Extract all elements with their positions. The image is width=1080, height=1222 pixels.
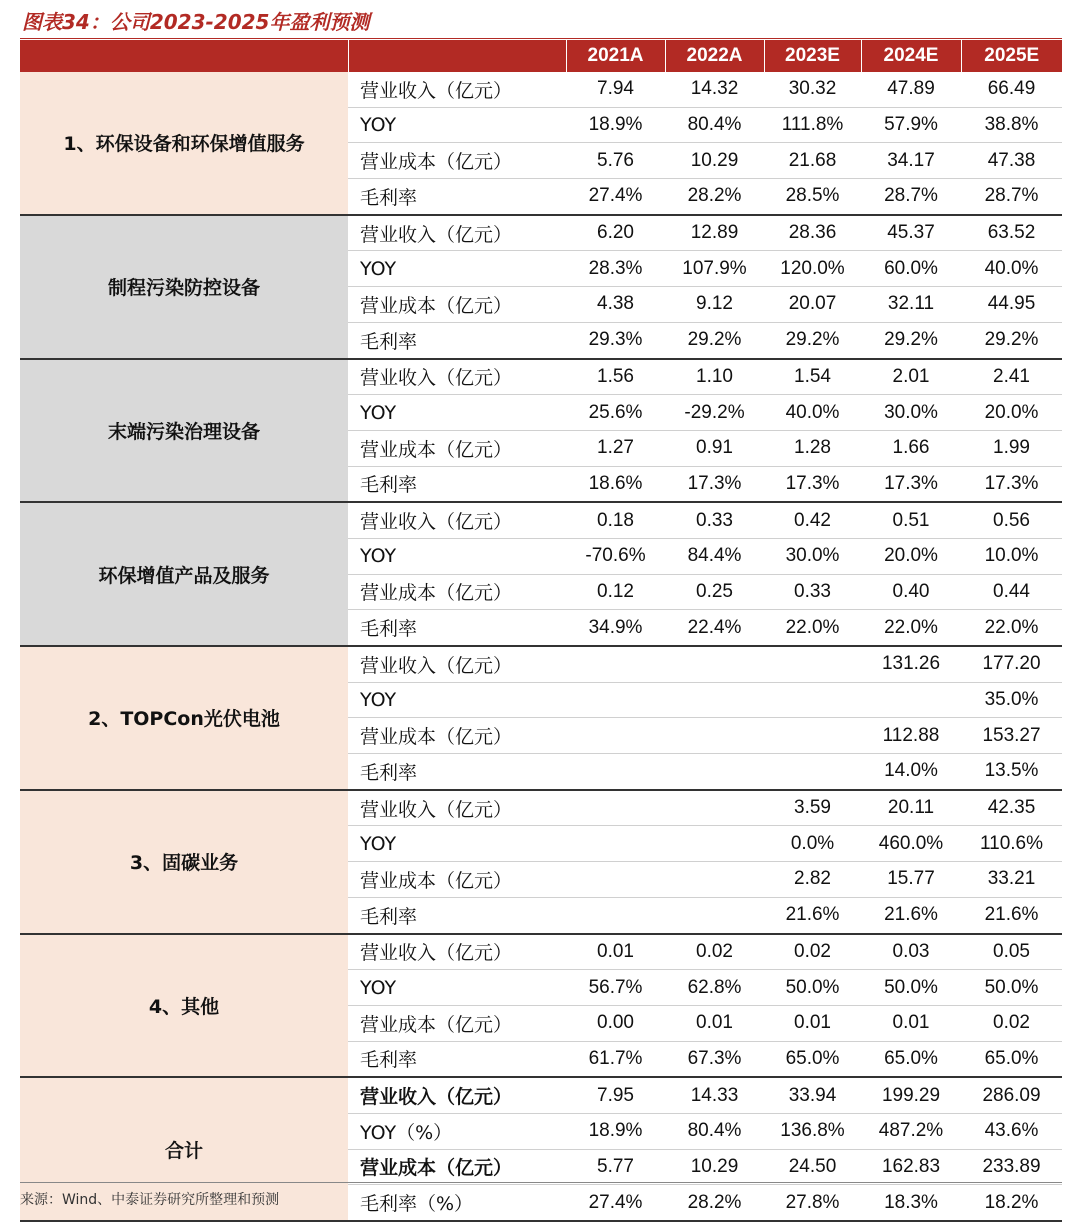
value-cell: 6.20	[566, 215, 665, 251]
value-cell: 27.4%	[566, 1185, 665, 1221]
value-cell: 0.03	[861, 934, 961, 970]
value-cell: 120.0%	[764, 251, 861, 287]
value-cell: 34.9%	[566, 610, 665, 646]
value-cell: 47.89	[861, 72, 961, 107]
metric-label: 营业收入（亿元）	[348, 934, 566, 970]
value-cell: 0.42	[764, 502, 861, 538]
value-cell: 65.0%	[861, 1041, 961, 1077]
value-cell: 12.89	[665, 215, 764, 251]
value-cell	[566, 718, 665, 754]
value-cell: 2.82	[764, 862, 861, 898]
metric-label: 营业收入（亿元）	[348, 72, 566, 107]
value-cell	[764, 646, 861, 682]
value-cell: 17.3%	[961, 466, 1062, 502]
segment-label: 末端污染治理设备	[20, 359, 348, 503]
table-row	[20, 215, 1062, 251]
value-cell: 1.10	[665, 359, 764, 395]
metric-label: 营业成本（亿元）	[348, 287, 566, 323]
value-cell: 21.6%	[861, 897, 961, 933]
value-cell: 10.0%	[961, 538, 1062, 574]
value-cell: 32.11	[861, 287, 961, 323]
value-cell: 17.3%	[861, 466, 961, 502]
metric-label: YOY	[348, 970, 566, 1006]
value-cell: 22.0%	[861, 610, 961, 646]
value-cell: 3.59	[764, 790, 861, 826]
metric-label: 毛利率	[348, 179, 566, 215]
value-cell: 9.12	[665, 287, 764, 323]
value-cell: 18.2%	[961, 1185, 1062, 1221]
header-metric-blank	[348, 40, 566, 72]
value-cell: 0.51	[861, 502, 961, 538]
value-cell: 1.99	[961, 430, 1062, 466]
metric-label: YOY	[348, 251, 566, 287]
value-cell: 45.37	[861, 215, 961, 251]
segment-label: 4、其他	[20, 934, 348, 1078]
value-cell: 65.0%	[961, 1041, 1062, 1077]
value-cell: 63.52	[961, 215, 1062, 251]
value-cell: 0.0%	[764, 826, 861, 862]
metric-label: 毛利率	[348, 466, 566, 502]
header-year: 2023E	[764, 40, 861, 72]
value-cell: 15.77	[861, 862, 961, 898]
value-cell: 0.33	[665, 502, 764, 538]
metric-label: 营业成本（亿元）	[348, 1149, 566, 1185]
value-cell: 33.21	[961, 862, 1062, 898]
header-year: 2021A	[566, 40, 665, 72]
value-cell: 21.68	[764, 143, 861, 179]
value-cell: 0.18	[566, 502, 665, 538]
value-cell: 1.27	[566, 430, 665, 466]
value-cell: 30.32	[764, 72, 861, 107]
value-cell: 22.4%	[665, 610, 764, 646]
value-cell	[665, 682, 764, 718]
value-cell: 162.83	[861, 1149, 961, 1185]
value-cell: 2.41	[961, 359, 1062, 395]
metric-label: 营业成本（亿元）	[348, 718, 566, 754]
table-header-row	[20, 40, 1062, 72]
metric-label: YOY	[348, 826, 566, 862]
value-cell: 30.0%	[764, 538, 861, 574]
value-cell: 47.38	[961, 143, 1062, 179]
value-cell	[665, 718, 764, 754]
value-cell	[566, 862, 665, 898]
metric-label: 营业收入（亿元）	[348, 790, 566, 826]
value-cell: 21.6%	[764, 897, 861, 933]
value-cell: 0.01	[665, 1005, 764, 1041]
title-divider	[20, 38, 1062, 39]
value-cell: 10.29	[665, 143, 764, 179]
value-cell: 28.36	[764, 215, 861, 251]
value-cell: 24.50	[764, 1149, 861, 1185]
value-cell: 29.3%	[566, 322, 665, 358]
value-cell: 13.5%	[961, 754, 1062, 790]
metric-label: 营业成本（亿元）	[348, 430, 566, 466]
value-cell: 84.4%	[665, 538, 764, 574]
value-cell: 136.8%	[764, 1113, 861, 1149]
source-note: 来源：Wind、中泰证券研究所整理和预测	[20, 1182, 1062, 1219]
value-cell	[861, 682, 961, 718]
metric-label: YOY	[348, 538, 566, 574]
value-cell: 0.91	[665, 430, 764, 466]
value-cell: 20.07	[764, 287, 861, 323]
value-cell: 18.3%	[861, 1185, 961, 1221]
value-cell	[566, 897, 665, 933]
value-cell: 110.6%	[961, 826, 1062, 862]
value-cell	[566, 682, 665, 718]
value-cell: 0.02	[764, 934, 861, 970]
value-cell: 28.2%	[665, 179, 764, 215]
metric-label: YOY	[348, 682, 566, 718]
value-cell: 28.7%	[861, 179, 961, 215]
value-cell: -70.6%	[566, 538, 665, 574]
value-cell: 27.8%	[764, 1185, 861, 1221]
value-cell: 28.5%	[764, 179, 861, 215]
value-cell: 30.0%	[861, 395, 961, 431]
value-cell: 177.20	[961, 646, 1062, 682]
value-cell: 80.4%	[665, 107, 764, 143]
metric-label: 毛利率	[348, 754, 566, 790]
metric-label: YOY	[348, 395, 566, 431]
value-cell: 17.3%	[764, 466, 861, 502]
segment-label: 环保增值产品及服务	[20, 502, 348, 646]
value-cell: 20.0%	[961, 395, 1062, 431]
value-cell: 0.02	[665, 934, 764, 970]
value-cell: 44.95	[961, 287, 1062, 323]
value-cell: 0.05	[961, 934, 1062, 970]
value-cell: 10.29	[665, 1149, 764, 1185]
value-cell: 4.38	[566, 287, 665, 323]
value-cell: 22.0%	[764, 610, 861, 646]
value-cell: 61.7%	[566, 1041, 665, 1077]
segment-label: 制程污染防控设备	[20, 215, 348, 359]
value-cell: 80.4%	[665, 1113, 764, 1149]
table-row	[20, 359, 1062, 395]
value-cell: 43.6%	[961, 1113, 1062, 1149]
header-year: 2025E	[961, 40, 1062, 72]
value-cell: 0.00	[566, 1005, 665, 1041]
table-row	[20, 934, 1062, 970]
value-cell	[665, 754, 764, 790]
value-cell: 56.7%	[566, 970, 665, 1006]
value-cell: 153.27	[961, 718, 1062, 754]
value-cell: 5.76	[566, 143, 665, 179]
segment-label: 1、环保设备和环保增值服务	[20, 72, 348, 215]
metric-label: YOY	[348, 107, 566, 143]
metric-label: 营业成本（亿元）	[348, 143, 566, 179]
metric-label: 营业收入（亿元）	[348, 215, 566, 251]
value-cell: 7.95	[566, 1077, 665, 1113]
metric-label: 毛利率	[348, 610, 566, 646]
value-cell	[764, 754, 861, 790]
value-cell: 62.8%	[665, 970, 764, 1006]
value-cell: 14.0%	[861, 754, 961, 790]
value-cell	[665, 862, 764, 898]
value-cell	[566, 826, 665, 862]
value-cell: 0.01	[861, 1005, 961, 1041]
figure-title: 图表34：公司2023-2025年盈利预测	[22, 10, 370, 34]
table-body	[20, 72, 1062, 1221]
value-cell: 487.2%	[861, 1113, 961, 1149]
value-cell: -29.2%	[665, 395, 764, 431]
value-cell: 7.94	[566, 72, 665, 107]
value-cell: 20.11	[861, 790, 961, 826]
value-cell: 107.9%	[665, 251, 764, 287]
value-cell: 17.3%	[665, 466, 764, 502]
value-cell: 38.8%	[961, 107, 1062, 143]
value-cell: 29.2%	[665, 322, 764, 358]
value-cell: 0.33	[764, 574, 861, 610]
header-year: 2024E	[861, 40, 961, 72]
value-cell: 1.56	[566, 359, 665, 395]
value-cell	[566, 790, 665, 826]
value-cell: 0.56	[961, 502, 1062, 538]
value-cell: 67.3%	[665, 1041, 764, 1077]
value-cell: 57.9%	[861, 107, 961, 143]
table-row	[20, 790, 1062, 826]
metric-label: 营业收入（亿元）	[348, 359, 566, 395]
table-row	[20, 72, 1062, 107]
value-cell: 0.02	[961, 1005, 1062, 1041]
metric-label: 毛利率	[348, 1041, 566, 1077]
table-row	[20, 502, 1062, 538]
value-cell	[665, 897, 764, 933]
metric-label: 营业收入（亿元）	[348, 646, 566, 682]
value-cell: 50.0%	[764, 970, 861, 1006]
value-cell: 28.2%	[665, 1185, 764, 1221]
header-segment-blank	[20, 40, 348, 72]
table-row	[20, 646, 1062, 682]
value-cell: 29.2%	[861, 322, 961, 358]
value-cell: 1.28	[764, 430, 861, 466]
value-cell: 2.01	[861, 359, 961, 395]
value-cell: 27.4%	[566, 179, 665, 215]
value-cell: 42.35	[961, 790, 1062, 826]
value-cell: 40.0%	[961, 251, 1062, 287]
value-cell: 14.33	[665, 1077, 764, 1113]
segment-label: 3、固碳业务	[20, 790, 348, 934]
value-cell: 65.0%	[764, 1041, 861, 1077]
metric-label: YOY（%）	[348, 1113, 566, 1149]
value-cell: 1.54	[764, 359, 861, 395]
value-cell: 233.89	[961, 1149, 1062, 1185]
value-cell: 0.01	[566, 934, 665, 970]
value-cell: 14.32	[665, 72, 764, 107]
segment-label: 2、TOPCon光伏电池	[20, 646, 348, 790]
value-cell: 29.2%	[961, 322, 1062, 358]
value-cell: 20.0%	[861, 538, 961, 574]
value-cell: 199.29	[861, 1077, 961, 1113]
value-cell	[566, 646, 665, 682]
value-cell: 60.0%	[861, 251, 961, 287]
value-cell: 18.6%	[566, 466, 665, 502]
value-cell: 50.0%	[961, 970, 1062, 1006]
value-cell: 50.0%	[861, 970, 961, 1006]
value-cell: 28.3%	[566, 251, 665, 287]
value-cell: 5.77	[566, 1149, 665, 1185]
value-cell	[665, 826, 764, 862]
value-cell: 29.2%	[764, 322, 861, 358]
metric-label: 营业成本（亿元）	[348, 574, 566, 610]
metric-label: 毛利率	[348, 322, 566, 358]
value-cell	[665, 790, 764, 826]
value-cell: 111.8%	[764, 107, 861, 143]
value-cell: 131.26	[861, 646, 961, 682]
value-cell: 40.0%	[764, 395, 861, 431]
metric-label: 营业收入（亿元）	[348, 1077, 566, 1113]
segment-label: 合计	[20, 1077, 348, 1221]
metric-label: 营业成本（亿元）	[348, 862, 566, 898]
value-cell: 1.66	[861, 430, 961, 466]
value-cell: 18.9%	[566, 1113, 665, 1149]
metric-label: 营业收入（亿元）	[348, 502, 566, 538]
metric-label: 毛利率（%）	[348, 1185, 566, 1221]
header-year: 2022A	[665, 40, 764, 72]
value-cell: 28.7%	[961, 179, 1062, 215]
value-cell: 22.0%	[961, 610, 1062, 646]
forecast-table	[20, 40, 1062, 1222]
value-cell	[566, 754, 665, 790]
value-cell: 286.09	[961, 1077, 1062, 1113]
value-cell: 0.01	[764, 1005, 861, 1041]
value-cell	[764, 718, 861, 754]
value-cell: 0.40	[861, 574, 961, 610]
value-cell: 0.12	[566, 574, 665, 610]
metric-label: 营业成本（亿元）	[348, 1005, 566, 1041]
value-cell: 66.49	[961, 72, 1062, 107]
metric-label: 毛利率	[348, 897, 566, 933]
value-cell: 0.25	[665, 574, 764, 610]
value-cell	[764, 682, 861, 718]
value-cell: 21.6%	[961, 897, 1062, 933]
value-cell: 18.9%	[566, 107, 665, 143]
value-cell: 25.6%	[566, 395, 665, 431]
value-cell: 460.0%	[861, 826, 961, 862]
value-cell: 112.88	[861, 718, 961, 754]
value-cell: 34.17	[861, 143, 961, 179]
value-cell: 35.0%	[961, 682, 1062, 718]
value-cell: 0.44	[961, 574, 1062, 610]
table-row	[20, 1077, 1062, 1113]
value-cell: 33.94	[764, 1077, 861, 1113]
value-cell	[665, 646, 764, 682]
